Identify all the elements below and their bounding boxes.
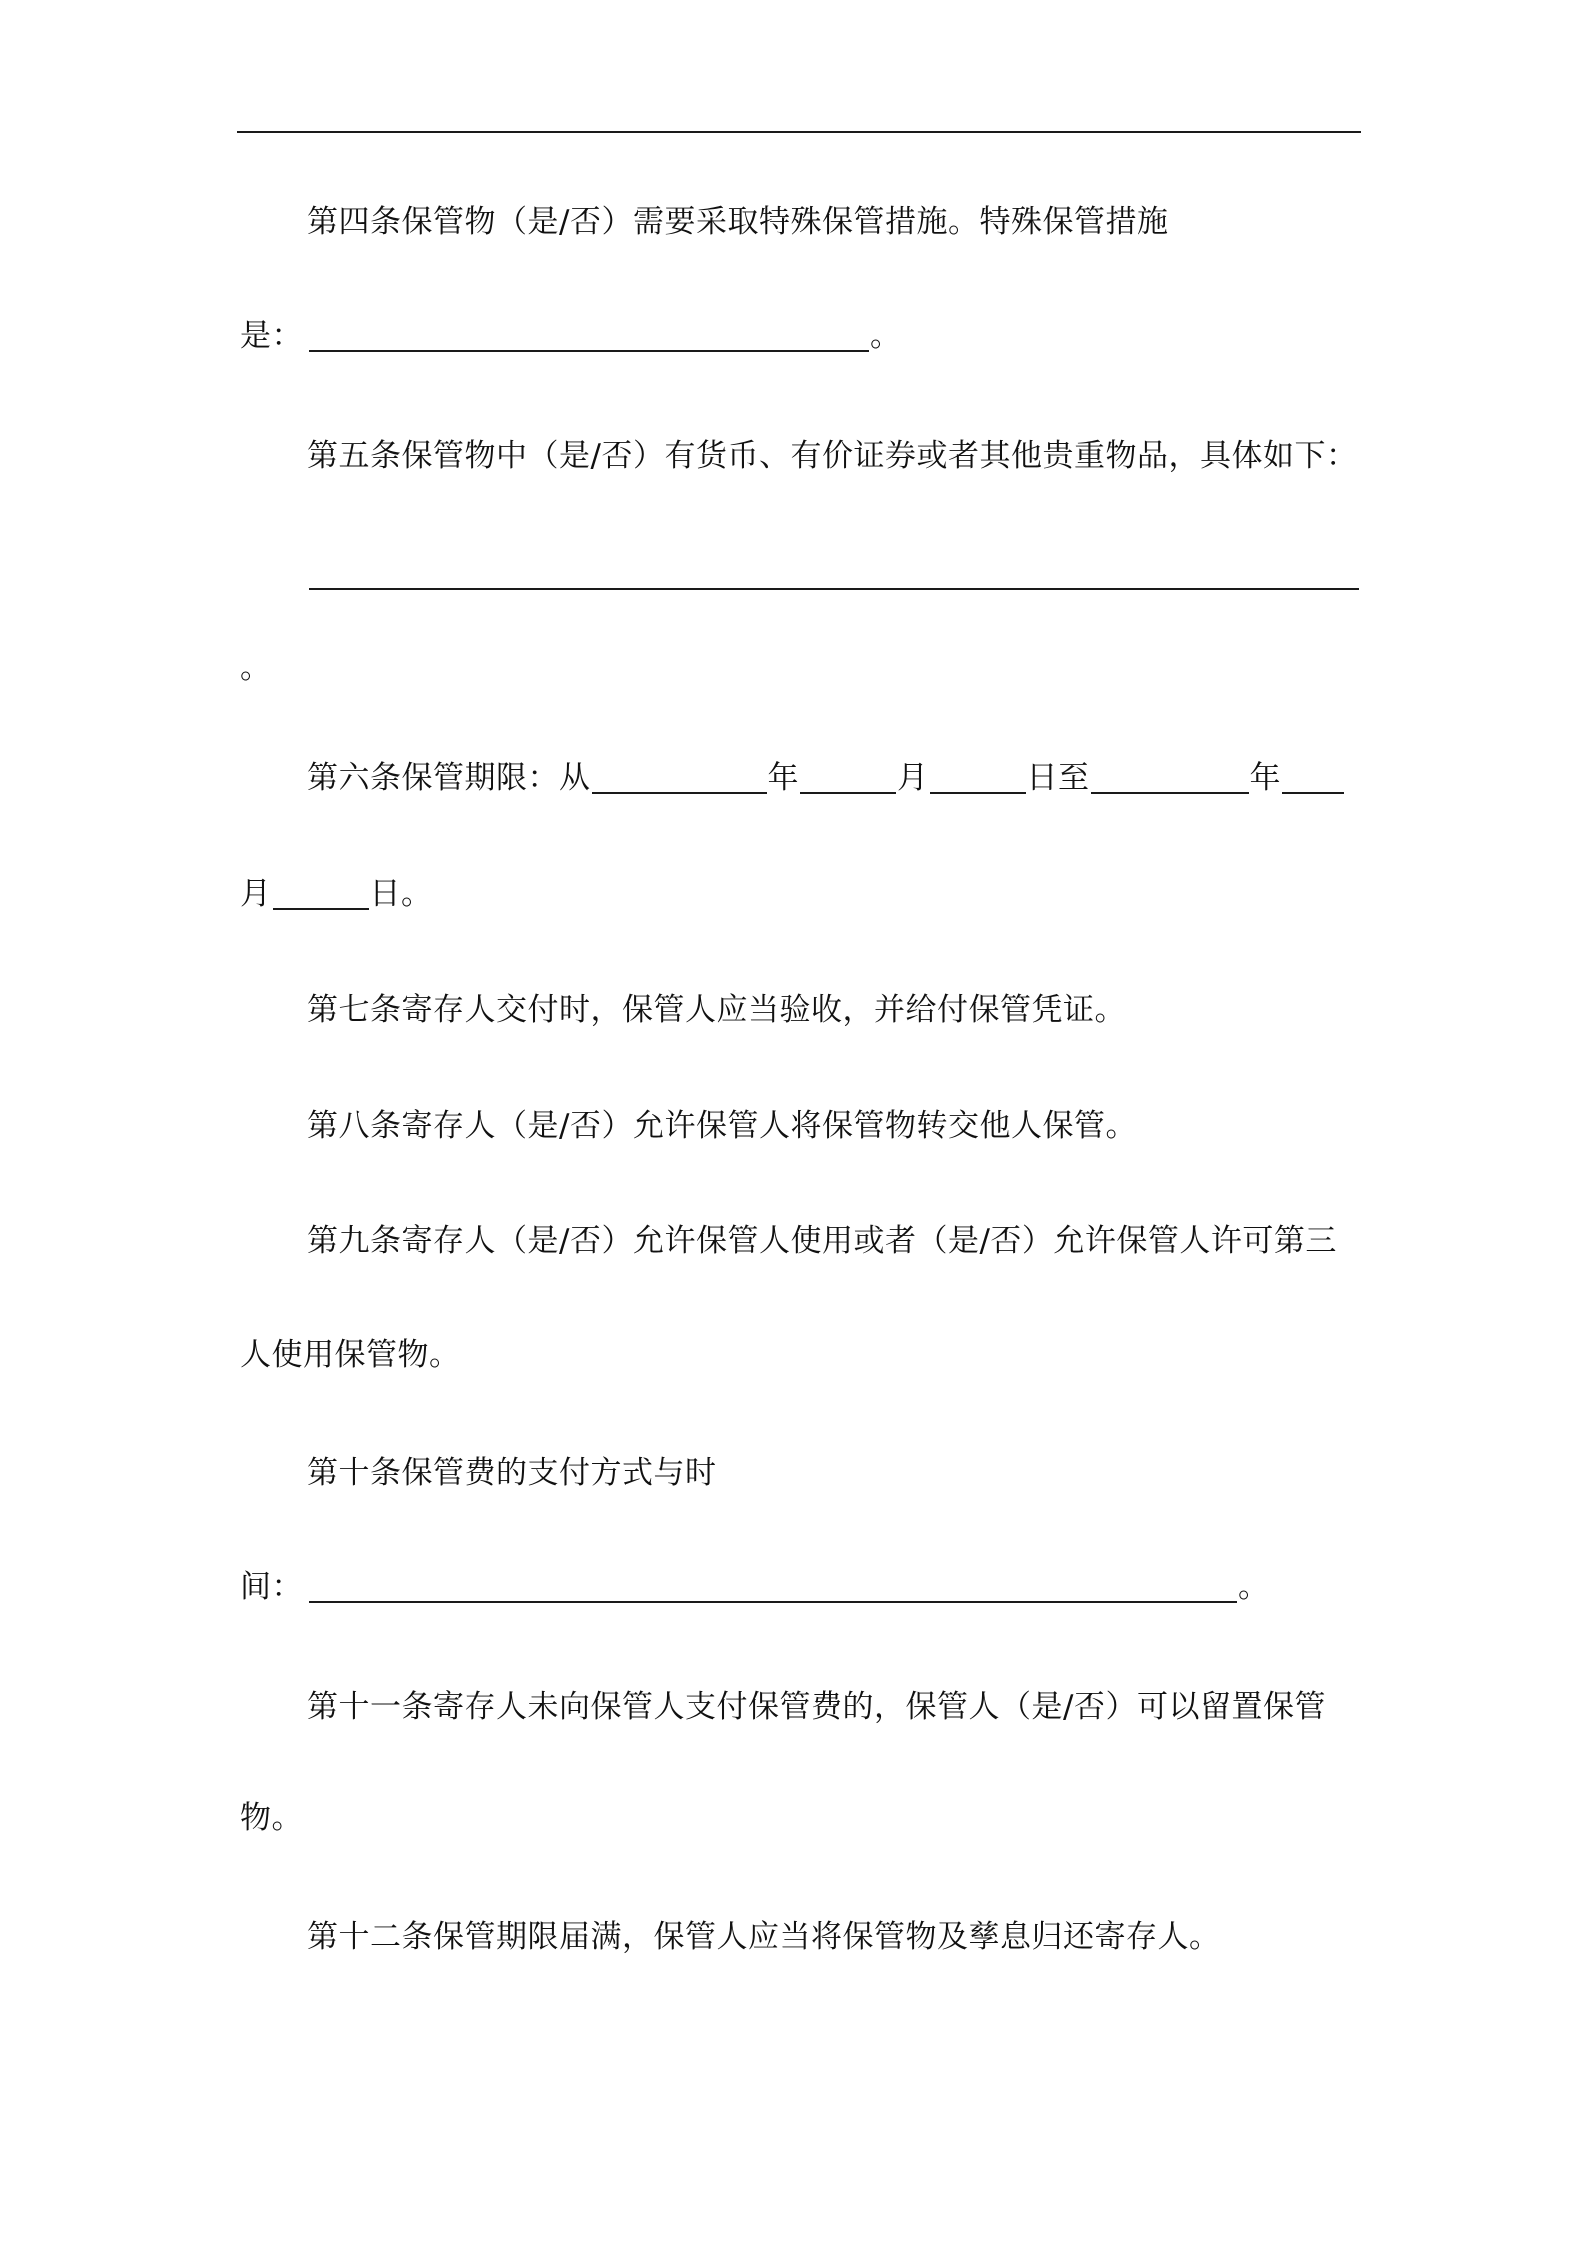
end-day-label: 日。 [369,876,433,912]
article-4-suffix: 。 [870,318,902,354]
end-day-blank[interactable] [273,878,369,910]
special-measures-blank[interactable] [309,320,869,352]
payment-method-blank[interactable] [309,1571,1237,1603]
article-10-line-1: 第十条保管费的支付方式与时 [307,1455,717,1491]
article-9-line-2: 人使用保管物。 [240,1337,461,1373]
article-5-end-mark: 。 [240,650,272,686]
article-5-line-1: 第五条保管物中（是/否）有货币、有价证券或者其他贵重物品，具体如下： [307,438,1358,474]
article-7: 第七条寄存人交付时，保管人应当验收，并给付保管凭证。 [307,992,1126,1028]
header-rule [237,131,1361,133]
start-day-blank[interactable] [930,762,1026,794]
article-4-prefix: 是： [240,318,303,354]
valuables-details-blank[interactable] [309,588,1359,590]
article-10-line-2 [240,1567,1270,1607]
article-10-prefix: 间： [240,1569,303,1605]
end-month-label: 月 [240,876,272,912]
article-6-line-2 [240,874,433,914]
article-6-prefix: 第六条保管期限：从 [307,760,591,796]
article-11-line-1: 第十一条寄存人未向保管人支付保管费的，保管人（是/否）可以留置保管 [307,1689,1326,1725]
start-day-label: 日至 [1026,760,1090,796]
end-month-blank-part[interactable] [1282,762,1344,794]
article-6-line-1 [307,758,1345,798]
start-month-blank[interactable] [800,762,896,794]
article-4-line-2 [240,316,902,356]
start-year-blank[interactable] [592,762,767,794]
article-12: 第十二条保管期限届满，保管人应当将保管物及孳息归还寄存人。 [307,1919,1221,1955]
end-year-label: 年 [1249,760,1281,796]
article-8: 第八条寄存人（是/否）允许保管人将保管物转交他人保管。 [307,1108,1137,1144]
article-10-suffix: 。 [1238,1569,1270,1605]
start-year-label: 年 [767,760,799,796]
article-11-line-2: 物。 [240,1800,303,1836]
start-month-label: 月 [897,760,929,796]
article-9-line-1: 第九条寄存人（是/否）允许保管人使用或者（是/否）允许保管人许可第三 [307,1223,1337,1259]
article-4-line-1: 第四条保管物（是/否）需要采取特殊保管措施。特殊保管措施 [307,204,1169,240]
end-year-blank[interactable] [1091,762,1249,794]
